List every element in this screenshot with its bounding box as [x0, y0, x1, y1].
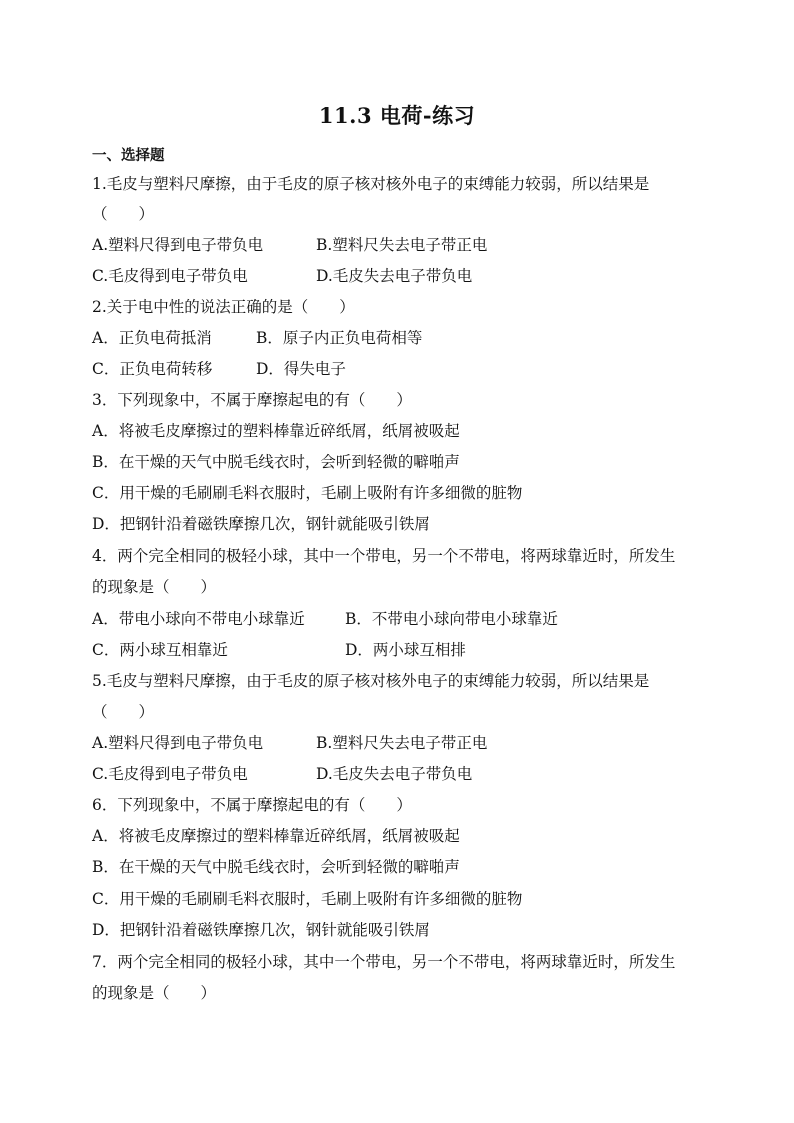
question-5-paren: （ ） [92, 703, 155, 721]
question-2-options-row-2 [92, 359, 346, 379]
page-title: 11.3 电荷-练习 [318, 103, 476, 128]
question-7-stem-line-2: 的现象是（ ） [92, 984, 217, 1002]
question-5-option-a[interactable]: A.塑料尺得到电子带负电 [92, 734, 264, 752]
question-4-options-row-2 [92, 640, 466, 660]
question-2-option-b[interactable]: B．原子内正负电荷相等 [256, 329, 423, 347]
question-3-stem: 3．下列现象中，不属于摩擦起电的有（ ） [92, 391, 412, 409]
question-4-option-d[interactable]: D．两小球互相排 [345, 641, 466, 659]
question-1-option-c[interactable]: C.毛皮得到电子带负电 [92, 267, 248, 285]
question-4-option-a[interactable]: A．带电小球向不带电小球靠近 [92, 610, 305, 628]
question-7-stem-line-1: 7．两个完全相同的极轻小球，其中一个带电，另一个不带电，将两球靠近时，所发生 [92, 953, 676, 971]
question-4-options-row-1 [92, 609, 558, 629]
question-3-option-b[interactable]: B．在干燥的天气中脱毛线衣时，会听到轻微的噼啪声 [92, 453, 460, 471]
question-2-option-c[interactable]: C．正负电荷转移 [92, 360, 213, 378]
question-1-option-b[interactable]: B.塑料尺失去电子带正电 [316, 236, 488, 254]
question-1-options-row-2 [92, 266, 473, 286]
question-4-option-b[interactable]: B．不带电小球向带电小球靠近 [345, 610, 558, 628]
question-5-option-c[interactable]: C.毛皮得到电子带负电 [92, 765, 248, 783]
question-5-option-d[interactable]: D.毛皮失去电子带负电 [316, 765, 473, 783]
question-1-stem: 1.毛皮与塑料尺摩擦，由于毛皮的原子核对核外电子的束缚能力较弱，所以结果是 [92, 175, 650, 193]
question-5-options-row-2 [92, 764, 473, 784]
question-5-options-row-1 [92, 733, 488, 753]
question-4-option-c[interactable]: C．两小球互相靠近 [92, 641, 228, 659]
question-2-option-d[interactable]: D．得失电子 [256, 360, 346, 378]
question-6-stem: 6．下列现象中，不属于摩擦起电的有（ ） [92, 796, 412, 814]
question-2-option-a[interactable]: A．正负电荷抵消 [92, 329, 212, 347]
question-3-option-a[interactable]: A．将被毛皮摩擦过的塑料棒靠近碎纸屑，纸屑被吸起 [92, 422, 460, 440]
question-6-option-b[interactable]: B．在干燥的天气中脱毛线衣时，会听到轻微的噼啪声 [92, 858, 460, 876]
question-1-paren: （ ） [92, 205, 155, 223]
question-1-options-row-1 [92, 235, 488, 255]
section-heading: 一、选择题 [92, 147, 165, 164]
question-3-option-d[interactable]: D．把钢针沿着磁铁摩擦几次，钢针就能吸引铁屑 [92, 515, 430, 533]
question-4-stem-line-1: 4．两个完全相同的极轻小球，其中一个带电，另一个不带电，将两球靠近时，所发生 [92, 547, 676, 565]
question-2-stem: 2.关于电中性的说法正确的是（ ） [92, 298, 355, 316]
question-4-stem-line-2: 的现象是（ ） [92, 578, 217, 596]
question-6-option-a[interactable]: A．将被毛皮摩擦过的塑料棒靠近碎纸屑，纸屑被吸起 [92, 827, 460, 845]
question-6-option-d[interactable]: D．把钢针沿着磁铁摩擦几次，钢针就能吸引铁屑 [92, 921, 430, 939]
question-1-option-a[interactable]: A.塑料尺得到电子带负电 [92, 236, 264, 254]
question-3-option-c[interactable]: C．用干燥的毛刷刷毛料衣服时，毛刷上吸附有许多细微的脏物 [92, 484, 523, 502]
question-6-option-c[interactable]: C．用干燥的毛刷刷毛料衣服时，毛刷上吸附有许多细微的脏物 [92, 890, 523, 908]
question-2-options-row-1 [92, 328, 423, 348]
question-5-stem: 5.毛皮与塑料尺摩擦，由于毛皮的原子核对核外电子的束缚能力较弱，所以结果是 [92, 672, 650, 690]
question-1-option-d[interactable]: D.毛皮失去电子带负电 [316, 267, 473, 285]
question-5-option-b[interactable]: B.塑料尺失去电子带正电 [316, 734, 488, 752]
